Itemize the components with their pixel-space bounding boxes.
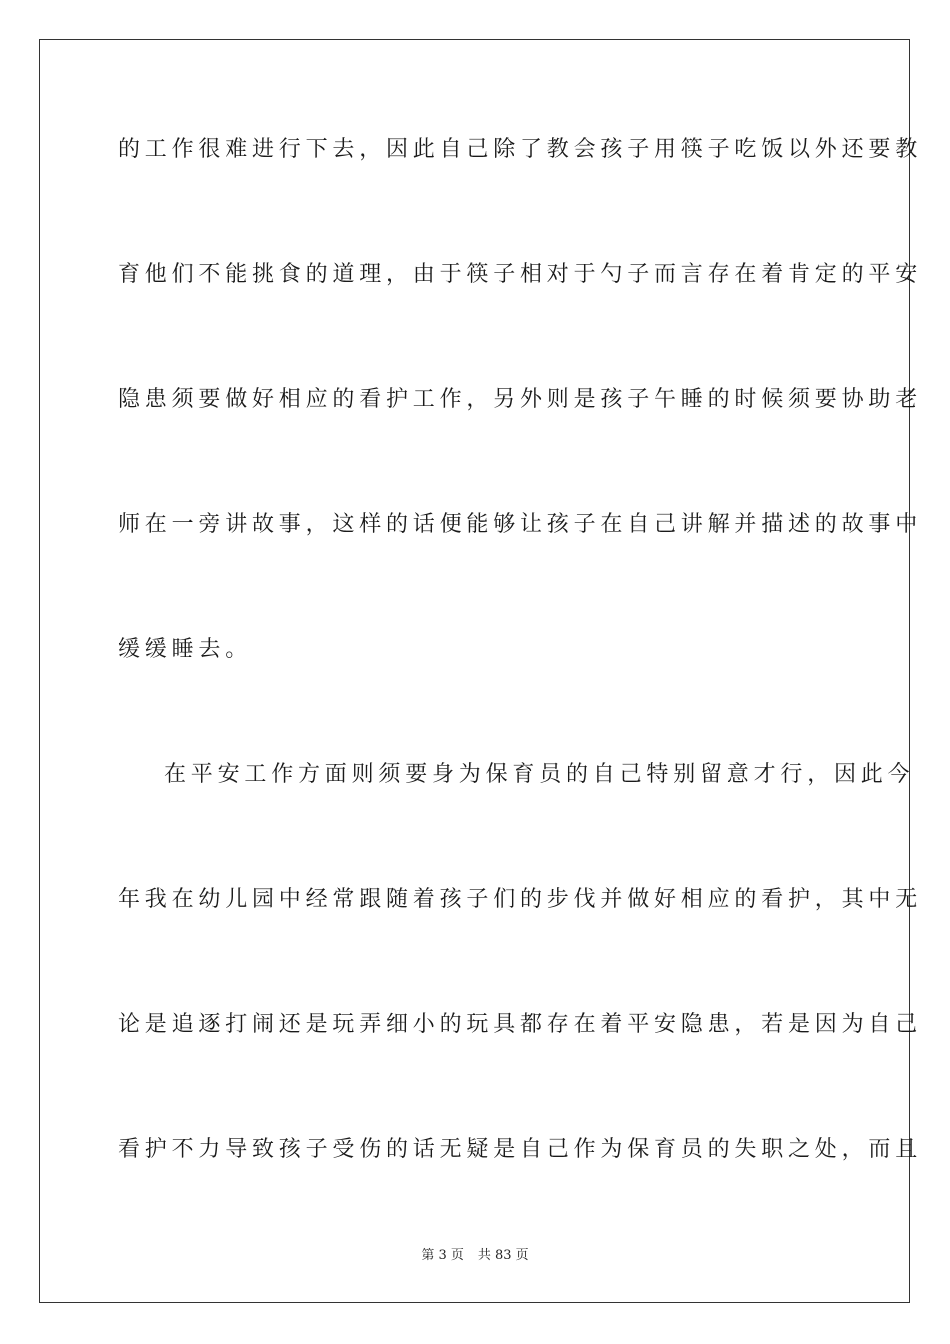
paragraph-first-line: 在平安工作方面则须要身为保育员的自己特别留意才行，因此今	[164, 762, 915, 787]
text-line: 年我在幼儿园中经常跟随着孩子们的步伐并做好相应的看护，其中无	[118, 887, 923, 912]
page-border	[39, 39, 923, 1303]
text-line: 的工作很难进行下去，因此自己除了教会孩子用筷子吃饭以外还要教	[118, 137, 923, 162]
page-footer	[0, 1246, 950, 1266]
text-line: 育他们不能挑食的道理，由于筷子相对于勺子而言存在着肯定的平安	[118, 262, 923, 287]
page-number: 第 3 页	[421, 1248, 464, 1263]
page-total: 共 83 页	[477, 1248, 529, 1263]
text-line: 看护不力导致孩子受伤的话无疑是自己作为保育员的失职之处，而且	[118, 1137, 923, 1162]
text-line: 师在一旁讲故事，这样的话便能够让孩子在自己讲解并描述的故事中	[118, 512, 923, 537]
text-line: 论是追逐打闹还是玩弄细小的玩具都存在着平安隐患，若是因为自己	[118, 1012, 923, 1037]
text-line: 缓缓睡去。	[118, 637, 253, 662]
text-line: 隐患须要做好相应的看护工作，另外则是孩子午睡的时候须要协助老	[118, 387, 923, 412]
